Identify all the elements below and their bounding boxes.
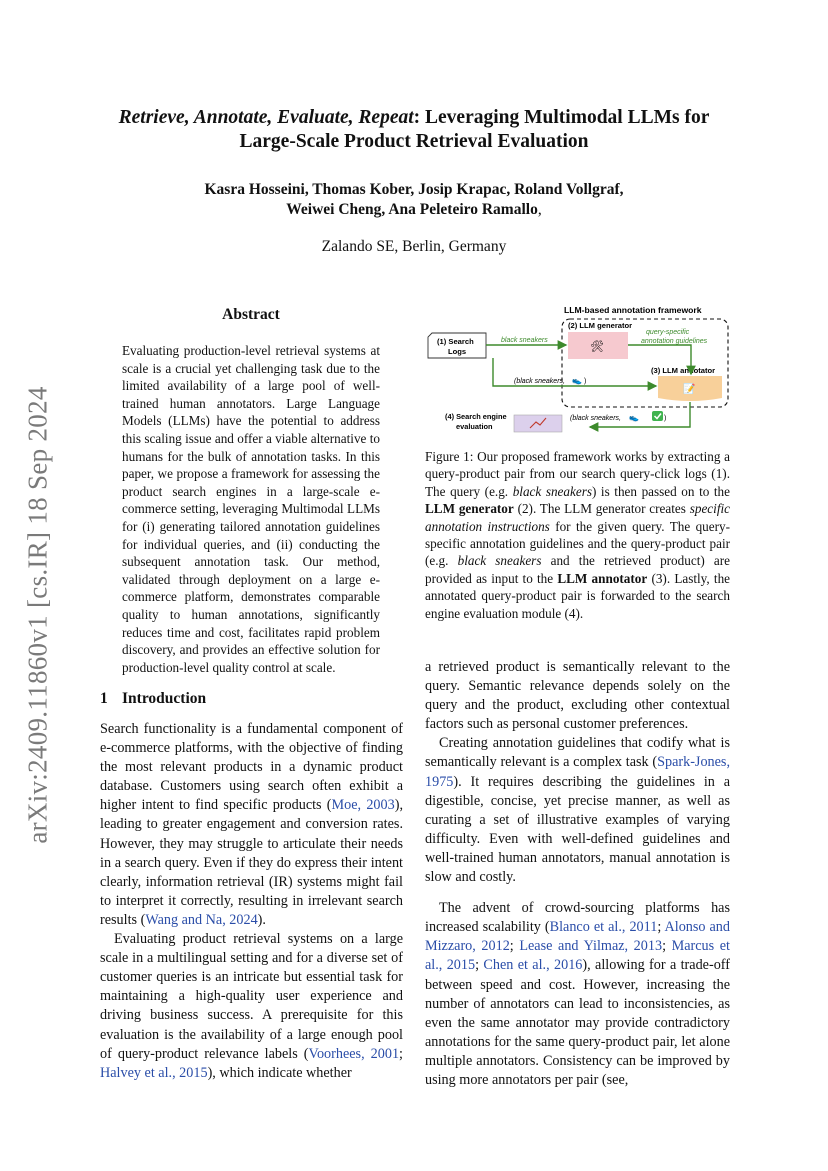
text-span: ;	[509, 938, 520, 955]
tools-icon: 🛠	[590, 341, 604, 353]
citation-link[interactable]: Halvey et al., 2015	[100, 1064, 208, 1081]
section-title: Introduction	[122, 690, 207, 707]
citation-link[interactable]: Lease and Yilmaz, 2013	[519, 938, 663, 955]
text-span: (3). Lastly, the annotated query-product pair is forwarded to the search engine evaluation module (4).	[425, 570, 731, 621]
citation-link[interactable]: Chen et al., 2016	[483, 957, 583, 974]
affiliation: Zalando SE, Berlin, Germany	[321, 238, 507, 255]
framework-diagram	[424, 302, 730, 438]
text-span: ;	[662, 938, 672, 955]
text-span: LLM annotator	[557, 570, 648, 586]
authors-line-2	[150, 200, 678, 220]
text-span: ) is then passed on to the	[591, 483, 731, 499]
intro-paragraph-2	[100, 930, 403, 1083]
citation-link[interactable]: Moe, 2003	[331, 797, 395, 814]
text-span: Evaluating product retrieval systems on a large scale in a multilingual setting and for a diverse set of customer queries is an intricate but essential task for maintaining a high-quality user experience and driving business success. A prerequisite for this evaluation is the availability of a large enough pool of query-product relevance labels (	[100, 931, 403, 1062]
figure-caption	[425, 448, 730, 622]
text-span: ).	[257, 911, 266, 928]
text-span: for the given query. The query-specific annotation guidelines and the query-product pair (e.g.	[425, 518, 730, 569]
arrow-result-end: )	[664, 415, 667, 422]
memo-icon: 📝	[683, 384, 696, 395]
section-number: 1	[100, 690, 108, 707]
citation-link[interactable]: Marcus et al., 2015	[425, 938, 730, 974]
text-span: ;	[399, 1045, 403, 1062]
text-span: LLM generator	[425, 501, 514, 517]
abstract-heading: Abstract	[222, 306, 280, 323]
citation-link[interactable]: Blanco et al., 2011	[549, 919, 658, 936]
arrow-query-label: black sneakers	[501, 337, 548, 344]
right-paragraph-3	[425, 899, 730, 1090]
check-icon	[652, 411, 663, 421]
intro-paragraph-1	[100, 720, 403, 930]
arxiv-sidebar	[18, 380, 58, 850]
text-span: (2). The LLM generator creates	[513, 501, 690, 517]
citation-link[interactable]: Wang and Na, 2024	[145, 911, 258, 928]
arrow-result-label: (black sneakers,	[570, 415, 621, 422]
citation-link[interactable]: Spark-Jones, 1975	[425, 754, 730, 790]
paper-title	[100, 106, 728, 154]
sneaker-icon: 👟	[629, 413, 639, 422]
pair-query-text: (black sneakers,	[514, 378, 565, 385]
author-list	[150, 180, 678, 220]
text-span: Search functionality is a fundamental component of e-commerce platforms, with the objective of finding the most relevant products in a dynamic product database. Customers using search often exhibit a higher intent to find specific products (	[100, 721, 403, 814]
generator-label: (2) LLM generator	[568, 321, 633, 330]
sneaker-icon: 👟	[572, 376, 582, 385]
text-span: black sneakers	[512, 483, 592, 499]
arrow-pair-label	[514, 378, 565, 385]
citation-link[interactable]: Alonso and Mizzaro, 2012	[425, 919, 730, 955]
text-span: The advent of crowd-sourcing platforms has increased scalability (	[425, 900, 730, 936]
text-span: and the retrieved product) are provided as input to the	[425, 553, 730, 586]
annotator-label: (3) LLM annotator	[651, 366, 716, 375]
citation-link[interactable]: Voorhees, 2001	[308, 1045, 400, 1062]
title-rest: : Leveraging Multimodal LLMs for Large-Scale Product Retrieval Evaluation	[239, 107, 710, 152]
evaluation-label: (4) Search engine	[445, 412, 507, 421]
arxiv-identifier: arXiv:2409.11860v1 [cs.IR] 18 Sep 2024	[22, 386, 53, 844]
text-span: black sneakers	[457, 553, 542, 569]
author-weiwei: Weiwei Cheng	[286, 201, 382, 218]
section-heading	[100, 690, 402, 708]
text-span: specific annotation instructions	[425, 501, 730, 534]
left-column-body	[100, 720, 403, 1083]
evaluation-label: evaluation	[456, 422, 493, 431]
text-span: ), allowing for a trade-off between speed and cost. However, increasing the number of annotators can lead to inconsistencies, as even the same annotator may provide contradictory annotations for the same query-product pair, let alone multiple annotators. Consistency can be improved by using more annotators per pair (see,	[425, 957, 730, 1088]
search-logs-label: Logs	[448, 347, 467, 356]
framework-title: LLM-based annotation framework	[564, 305, 702, 315]
right-column-body	[425, 658, 730, 1090]
author-ana: , Ana Peleteiro Ramallo	[381, 201, 538, 218]
arrow-pair-end: )	[584, 378, 587, 385]
text-span: Creating annotation guidelines that codify what is semantically relevant is a complex task (	[425, 735, 730, 771]
author-trailing-comma: ,	[537, 201, 542, 218]
text-span: ), which indicate whether	[207, 1064, 352, 1081]
abstract-text: Evaluating production-level retrieval systems at scale is a crucial yet challenging task due to the limited availability of a large pool of well-trained human annotators. Large Language Models (LLMs) have the potential to address this scaling issue and offer a viable alternative to humans for the bulk of annotation tasks. In this paper, we propose a framework for assessing the product search engines in a large-scale e-commerce setting, leveraging Multimodal LLMs for (i) generating tailored annotation guidelines for individual queries, and (ii) conducting the subsequent annotation task. Our method, validated through deployment on a large e-commerce platform, demonstrates comparable quality to human annotations, significantly reduces time and cost, facilitates rapid problem discovery, and provides an effective solution for production-level quality control at scale.	[122, 343, 380, 675]
right-paragraph-2	[425, 734, 730, 887]
text-span: ;	[475, 957, 484, 974]
text-span: ). It requires describing the guidelines in a digestible, concise, yet precise manner, as well as curating a set of illustrative examples of varying difficulty. Even with well-defined guidelines and well-trained human annotators, manual annotation is slow and costly.	[425, 773, 730, 886]
title-italic-part: Retrieve, Annotate, Evaluate, Repeat	[118, 107, 414, 128]
text-span: Figure 1: Our proposed framework works by extracting a query-product pair from our search query-click logs (1). The query (e.g.	[425, 449, 730, 499]
authors-line-1: Kasra Hosseini, Thomas Kober, Josip Krapac, Roland Vollgraf,	[204, 181, 624, 198]
text-span: ;	[657, 919, 665, 936]
arrow-guidelines-label: query-specific	[646, 329, 690, 336]
text-span: ), leading to greater engagement and conversion rates. However, they may struggle to articulate their needs in a search query. Even if they do express their intent clearly, information retrieval (IR) systems might fail to interpret it correctly, resulting in irrelevant search results (	[100, 797, 403, 928]
arrow-guidelines-label: annotation guidelines	[641, 338, 708, 345]
right-paragraph-1: a retrieved product is semantically relevant to the query. Semantic relevance depends solely on the query and the product, excluding other contextual factors such as personal customer preferences.	[425, 659, 730, 733]
search-logs-label: (1) Search	[437, 337, 474, 346]
